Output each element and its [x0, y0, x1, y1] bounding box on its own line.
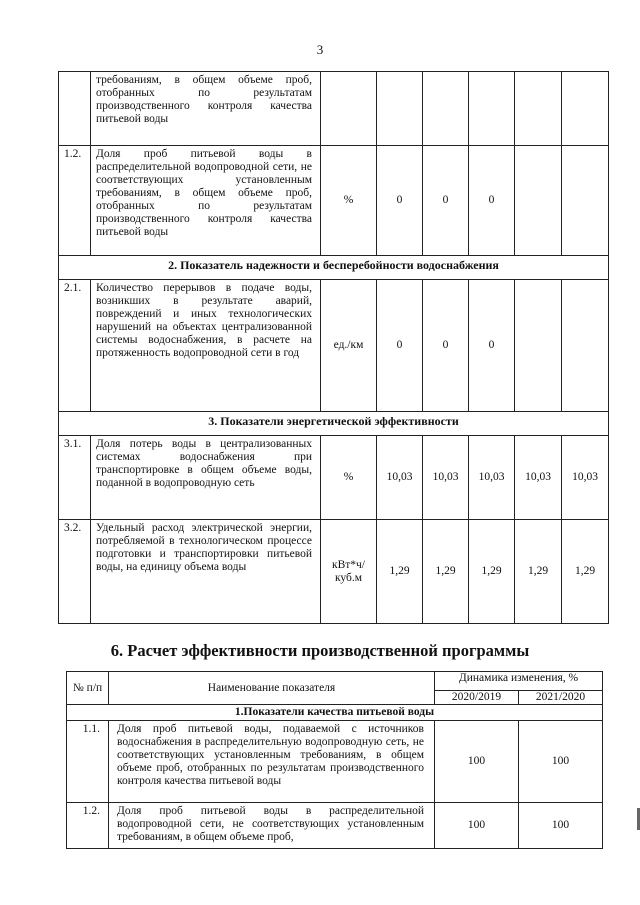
- efficiency-table: [66, 671, 603, 849]
- indicator-name: Доля проб питьевой воды в распределительной водопроводной сети, не соответствующих установленным требованиям, в общем объеме проб, отобранных по результатам производственного контроля качества питьевой воды: [91, 146, 321, 256]
- value-cell: 100: [519, 803, 603, 849]
- unit-cell: %: [321, 436, 377, 520]
- section-heading: 1.Показатели качества питьевой воды: [67, 705, 603, 721]
- indicator-name: Доля потерь воды в централизованных системах водоснабжения при транспортировке в общем объеме воды, поданной в водопроводную сеть: [91, 436, 321, 520]
- unit-cell: %: [321, 146, 377, 256]
- value-cell: [423, 72, 469, 146]
- value-cell: 10,03: [377, 436, 423, 520]
- unit-cell: ед./км: [321, 280, 377, 412]
- value-cell: 10,03: [423, 436, 469, 520]
- value-cell: 1,29: [469, 520, 515, 624]
- value-cell: 100: [435, 721, 519, 803]
- value-cell: 1,29: [562, 520, 609, 624]
- header-period: 2021/2020: [519, 691, 603, 705]
- value-cell: [377, 72, 423, 146]
- table-row: [67, 721, 603, 803]
- header-name: Наименование показателя: [109, 672, 435, 705]
- table-row: [67, 803, 603, 849]
- indicator-name: Удельный расход электрической энергии, потребляемой в технологическом процессе подготовки и транспортировки питьевой воды, на единицу объема воды: [91, 520, 321, 624]
- section-row: [59, 412, 609, 436]
- row-number: 2.1.: [59, 280, 91, 412]
- section-heading: 2. Показатель надежности и бесперебойности водоснабжения: [59, 256, 609, 280]
- value-cell: 0: [423, 280, 469, 412]
- unit-cell: [321, 72, 377, 146]
- value-cell: [515, 280, 562, 412]
- value-cell: 10,03: [515, 436, 562, 520]
- section-row: [59, 256, 609, 280]
- indicator-name: Доля проб питьевой воды в распределительной водопроводной сети, не соответствующих установленным требованиям, в общем объеме проб,: [109, 803, 435, 849]
- table-row: [59, 520, 609, 624]
- value-cell: 10,03: [469, 436, 515, 520]
- value-cell: [515, 146, 562, 256]
- row-number: 1.2.: [59, 146, 91, 256]
- section-row: [67, 705, 603, 721]
- row-number: 1.2.: [67, 803, 109, 849]
- section-title: 6. Расчет эффективности производственной программы: [110, 641, 530, 660]
- table-row: [59, 280, 609, 412]
- row-number: 1.1.: [67, 721, 109, 803]
- page-number: 3: [316, 42, 324, 57]
- section-heading: 3. Показатели энергетической эффективности: [59, 412, 609, 436]
- value-cell: 100: [435, 803, 519, 849]
- value-cell: 1,29: [377, 520, 423, 624]
- value-cell: 100: [519, 721, 603, 803]
- table-row: [59, 146, 609, 256]
- value-cell: 0: [377, 280, 423, 412]
- table-row: [59, 72, 609, 146]
- header-dynamics: Динамика изменения, %: [435, 672, 603, 691]
- value-cell: [562, 72, 609, 146]
- value-cell: 0: [377, 146, 423, 256]
- value-cell: 10,03: [562, 436, 609, 520]
- value-cell: [469, 72, 515, 146]
- table-row: [59, 436, 609, 520]
- unit-cell: кВт*ч/ куб.м: [321, 520, 377, 624]
- indicator-name: Доля проб питьевой воды, подаваемой с источников водоснабжения в распределительную водопроводную сеть, не соответствующих установленным требованиям, в общем объеме проб, отобранных по результатам производственного контроля качества питьевой воды: [109, 721, 435, 803]
- row-number: [59, 72, 91, 146]
- header-period: 2020/2019: [435, 691, 519, 705]
- header-num: № п/п: [67, 672, 109, 705]
- value-cell: 0: [469, 146, 515, 256]
- indicator-name: требованиям, в общем объеме проб, отобранных по результатам производственного контроля качества питьевой воды: [91, 72, 321, 146]
- indicators-table: [58, 71, 609, 624]
- value-cell: [515, 72, 562, 146]
- value-cell: [562, 146, 609, 256]
- value-cell: 0: [423, 146, 469, 256]
- value-cell: 1,29: [515, 520, 562, 624]
- value-cell: [562, 280, 609, 412]
- indicator-name: Количество перерывов в подаче воды, возникших в результате аварий, повреждений и иных технологических нарушений на объектах централизованной системы водоснабжения, в расчете на протяженность водопроводной сети в год: [91, 280, 321, 412]
- value-cell: 0: [469, 280, 515, 412]
- row-number: 3.2.: [59, 520, 91, 624]
- row-number: 3.1.: [59, 436, 91, 520]
- value-cell: 1,29: [423, 520, 469, 624]
